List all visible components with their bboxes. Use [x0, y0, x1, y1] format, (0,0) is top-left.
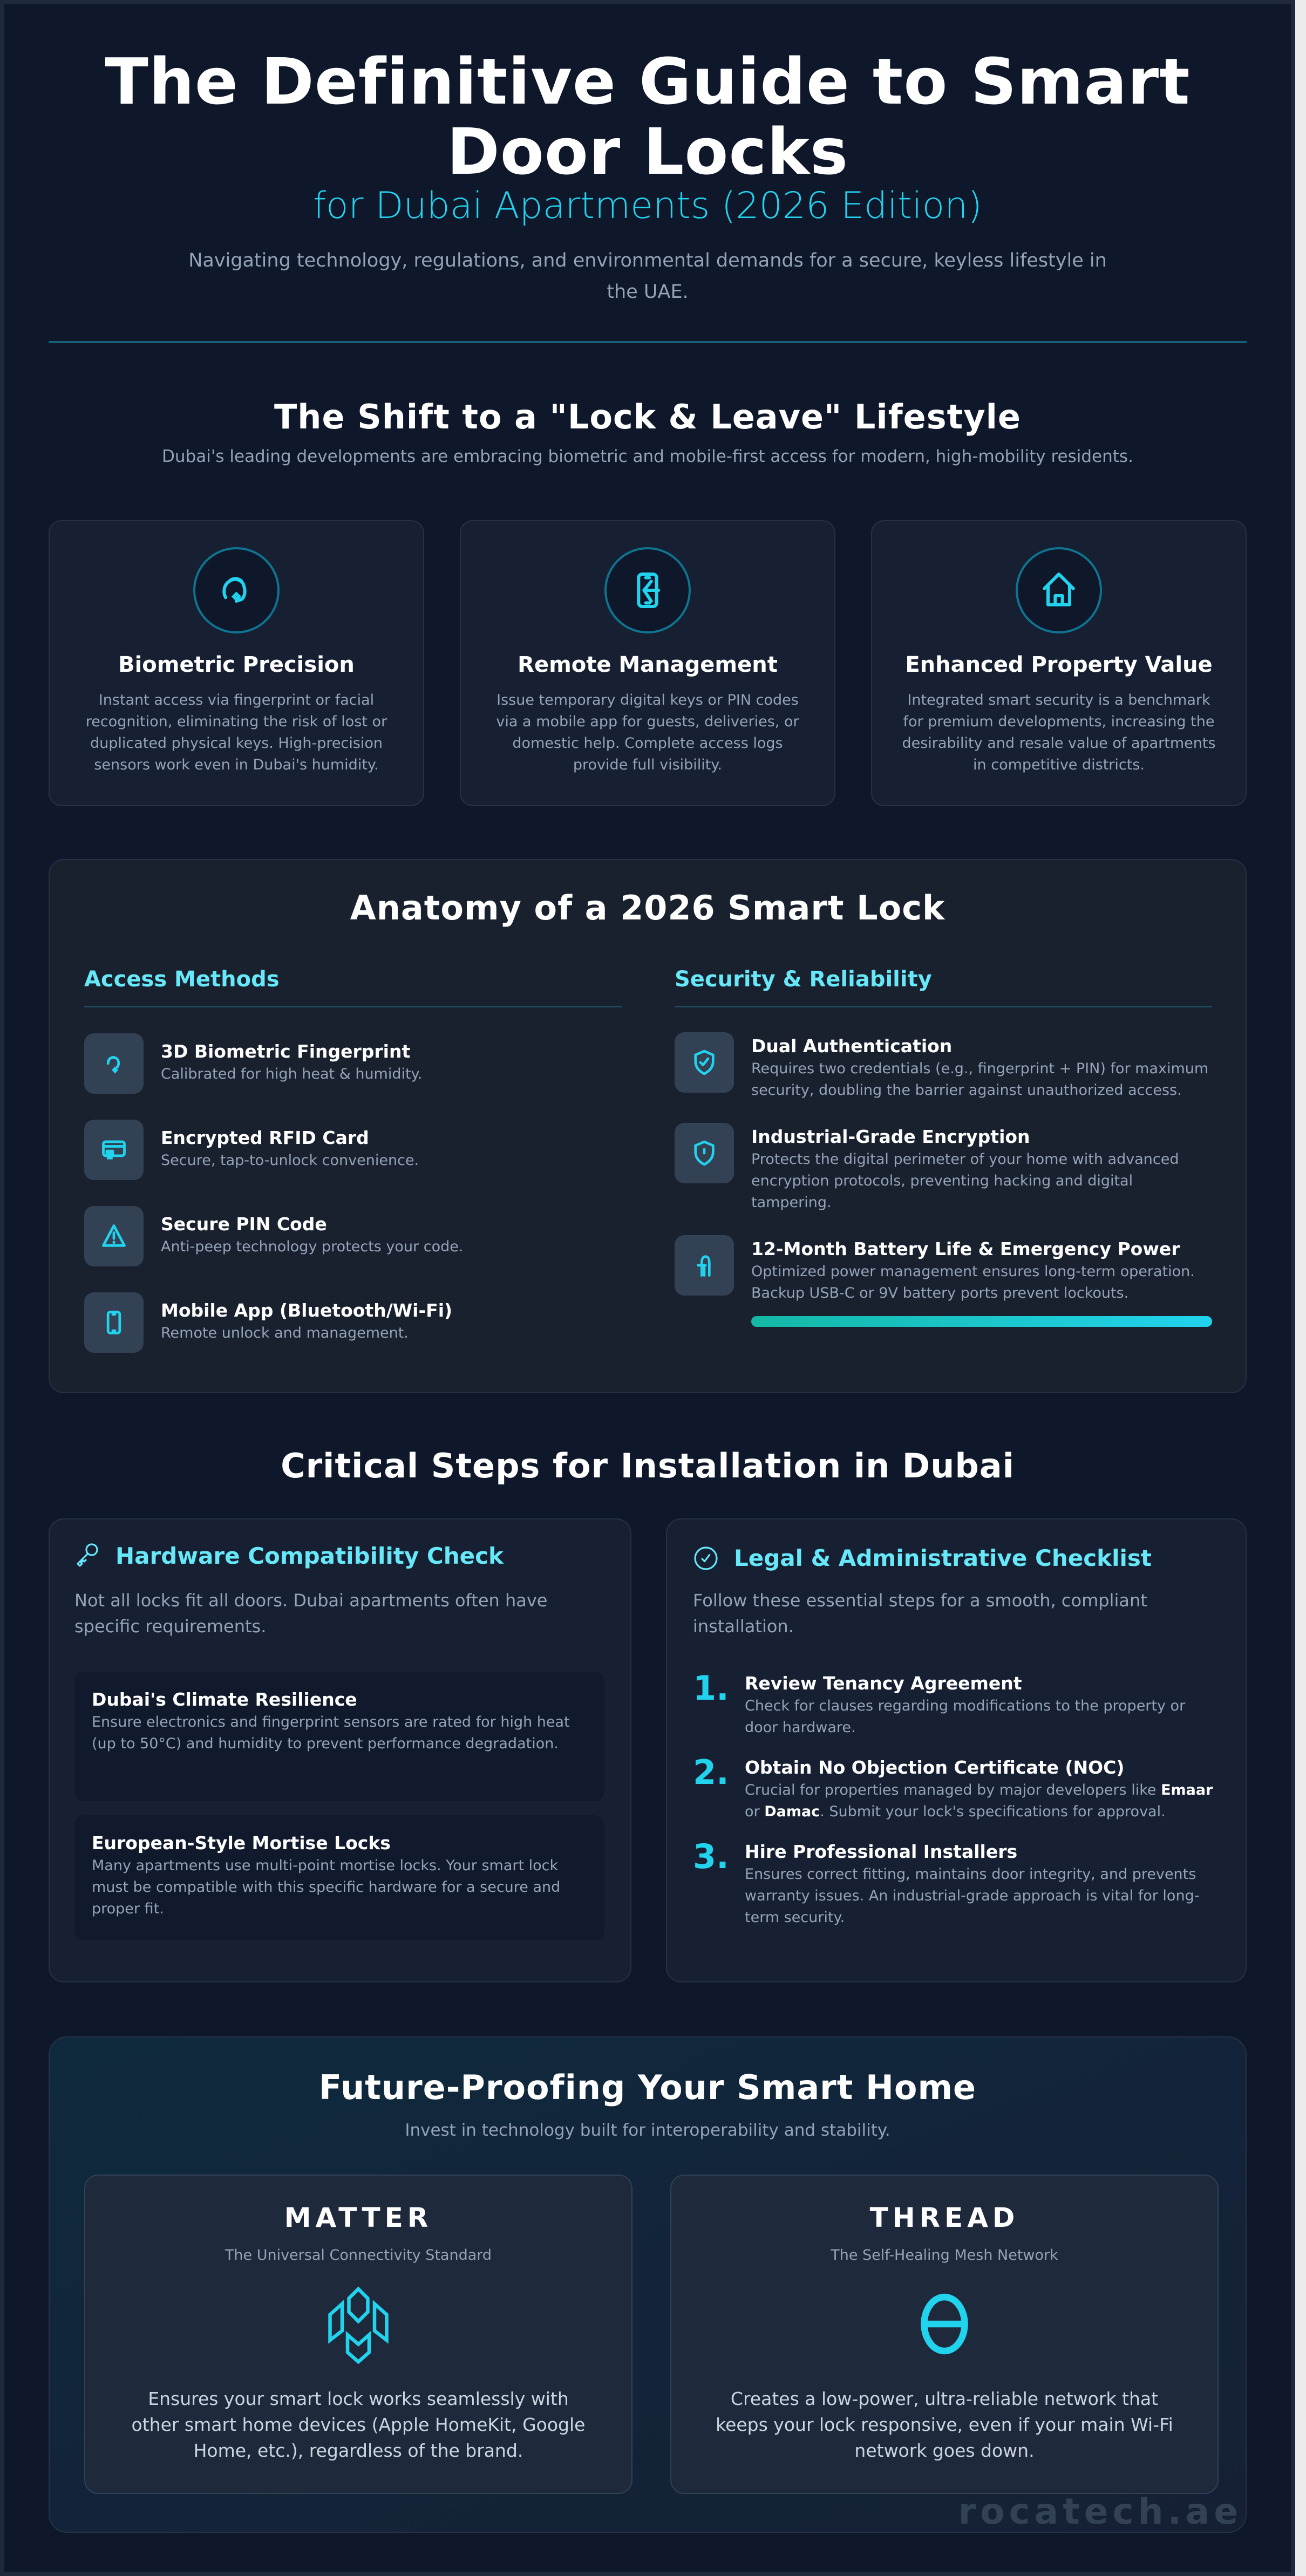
fingerprint-icon — [84, 1033, 144, 1094]
brand-emaar: Emaar — [1161, 1782, 1213, 1798]
security-item-encryption — [675, 1123, 1212, 1214]
security-item-text: Protects the digital perimeter of your home with advanced encryption protocols, preventing hacking and digital tampering. — [751, 1151, 1179, 1211]
battery-progress-bar — [751, 1316, 1212, 1327]
check-circle-icon — [693, 1545, 719, 1571]
matter-logo-icon — [326, 2284, 391, 2367]
thread-logo-icon — [912, 2289, 977, 2361]
access-item-fingerprint — [84, 1033, 622, 1094]
step-number: 1. — [693, 1668, 729, 1708]
legal-step-1 — [693, 1668, 1222, 1739]
tech-card-title: THREAD — [869, 2202, 1019, 2233]
smartphone-icon — [84, 1292, 144, 1353]
security-heading: Security & Reliability — [675, 967, 932, 992]
step-text: Check for clauses regarding modifications to the property or door hardware. — [745, 1698, 1186, 1736]
alert-triangle-icon — [84, 1206, 144, 1266]
security-item-dual-auth — [675, 1032, 1212, 1101]
hardware-intro: Not all locks fit all doors. Dubai apartments often have specific requirements. — [74, 1590, 548, 1637]
feature-card-text: Instant access via fingerprint or facial recognition, eliminating the risk of lost or duplicated physical keys. High-precision sensors work even in Dubai's humidity. — [85, 692, 387, 773]
legal-intro: Follow these essential steps for a smooth, compliant installation. — [693, 1590, 1147, 1637]
hardware-item-climate — [74, 1672, 604, 1801]
tech-card-text: Creates a low-power, ultra-reliable network that keeps your lock responsive, even if your main Wi-Fi network goes down. — [716, 2388, 1173, 2461]
security-item-text: Optimized power management ensures long-term operation. Backup USB-C or 9V battery ports prevent lockouts. — [751, 1263, 1195, 1301]
step-text-before: Crucial for properties managed by major developers like — [745, 1782, 1161, 1798]
credit-card-icon — [84, 1120, 144, 1180]
security-item-title: Dual Authentication — [751, 1035, 953, 1057]
feature-card-title: Enhanced Property Value — [905, 652, 1213, 677]
shield-alert-icon — [675, 1123, 734, 1183]
legal-heading — [693, 1543, 1152, 1573]
page-title-line-1: The Definitive Guide to Smart — [105, 44, 1191, 119]
access-item-text: Anti-peep technology protects your code. — [161, 1238, 464, 1255]
step-number: 2. — [693, 1753, 729, 1792]
page-subtitle: for Dubai Apartments (2026 Edition) — [313, 185, 982, 227]
step-title: Review Tenancy Agreement — [745, 1673, 1022, 1694]
feature-card-property-value — [871, 520, 1247, 806]
watermark: rocatech.ae — [958, 2491, 1242, 2532]
home-icon — [1016, 547, 1102, 633]
hardware-item-title: Dubai's Climate Resilience — [92, 1689, 357, 1710]
anatomy-panel — [49, 859, 1247, 1393]
access-item-title: Encrypted RFID Card — [161, 1127, 369, 1148]
security-item-text: Requires two credentials (e.g., fingerprint + PIN) for maximum security, doubling the barrier against unauthorized access. — [751, 1060, 1209, 1099]
step-number: 3. — [693, 1837, 729, 1876]
access-item-text: Remote unlock and management. — [161, 1325, 409, 1341]
hardware-item-title: European-Style Mortise Locks — [92, 1832, 391, 1853]
hardware-item-text: Many apartments use multi-point mortise locks. Your smart lock must be compatible with this specific hardware for a secure and proper fit. — [92, 1857, 561, 1917]
step-title: Obtain No Objection Certificate (NOC) — [745, 1757, 1125, 1778]
tech-card-subtitle: The Self-Healing Mesh Network — [831, 2247, 1058, 2264]
anatomy-heading: Anatomy of a 2026 Smart Lock — [350, 888, 946, 928]
feature-card-title: Biometric Precision — [118, 652, 355, 677]
installation-heading: Critical Steps for Installation in Dubai — [281, 1446, 1015, 1485]
legal-steps — [693, 1668, 1222, 1928]
hardware-item-text: Ensure electronics and fingerprint sensors are rated for high heat (up to 50°C) and humidity to prevent performance degradation. — [92, 1714, 570, 1752]
key-icon — [74, 1542, 100, 1570]
lifestyle-heading: The Shift to a "Lock & Leave" Lifestyle — [274, 397, 1021, 437]
description-line-2: the UAE. — [607, 281, 689, 303]
step-text-mid: or — [745, 1803, 765, 1820]
access-methods-column — [84, 966, 622, 1353]
hardware-heading — [74, 1541, 504, 1571]
lifestyle-subheading: Dubai's leading developments are embracing biometric and mobile-first access for modern, high-mobility residents. — [162, 447, 1133, 466]
access-item-title: Secure PIN Code — [161, 1214, 327, 1235]
feature-card-biometric — [49, 520, 424, 806]
page-title-line-2: Door Locks — [446, 114, 849, 189]
step-title: Hire Professional Installers — [745, 1841, 1018, 1862]
future-heading: Future-Proofing Your Smart Home — [318, 2068, 977, 2107]
tech-card-subtitle: The Universal Connectivity Standard — [225, 2247, 492, 2264]
legal-step-3 — [693, 1837, 1222, 1928]
smartphone-icon — [604, 547, 691, 633]
hardware-heading-text: Hardware Compatibility Check — [115, 1543, 504, 1569]
security-item-title: 12-Month Battery Life & Emergency Power — [751, 1238, 1180, 1259]
tech-card-matter — [84, 2175, 632, 2494]
security-item-title: Industrial-Grade Encryption — [751, 1126, 1030, 1147]
step-text: Ensures correct fitting, maintains door integrity, and prevents warranty issues. An industrial-grade approach is vital for long-term security. — [745, 1866, 1200, 1926]
legal-step-2 — [693, 1753, 1222, 1823]
power-plug-icon — [675, 1235, 734, 1296]
future-subheading: Invest in technology built for interoperability and stability. — [405, 2121, 890, 2140]
feature-card-remote — [460, 520, 835, 806]
access-item-title: 3D Biometric Fingerprint — [161, 1041, 411, 1062]
feature-card-title: Remote Management — [518, 652, 778, 677]
access-item-pin — [84, 1206, 622, 1266]
access-item-mobile-app — [84, 1292, 622, 1353]
header-divider — [49, 341, 1247, 343]
step-text — [745, 1780, 1222, 1823]
hardware-compatibility-card — [49, 1518, 631, 1982]
feature-card-text: Issue temporary digital keys or PIN codes via a mobile app for guests, deliveries, or domestic help. Complete access logs provide full visibility. — [496, 692, 799, 773]
access-item-rfid — [84, 1120, 622, 1180]
description-line-1: Navigating technology, regulations, and environmental demands for a secure, keyless lifestyle in — [188, 250, 1107, 271]
tech-card-thread — [670, 2175, 1219, 2494]
legal-checklist-card — [666, 1518, 1247, 1982]
fingerprint-icon — [193, 547, 280, 633]
tech-card-title: MATTER — [284, 2202, 433, 2233]
security-item-battery — [675, 1235, 1212, 1327]
access-item-title: Mobile App (Bluetooth/Wi-Fi) — [161, 1300, 453, 1321]
security-rule — [675, 1006, 1212, 1007]
future-proofing-panel — [49, 2036, 1247, 2533]
tech-card-text: Ensures your smart lock works seamlessly with other smart home devices (Apple HomeKit, Google Home, etc.), regardless of the brand. — [131, 2388, 586, 2461]
access-methods-heading: Access Methods — [84, 967, 280, 992]
step-text-after: . Submit your lock's specifications for approval. — [820, 1803, 1166, 1820]
legal-heading-text: Legal & Administrative Checklist — [734, 1545, 1152, 1571]
access-item-text: Secure, tap-to-unlock convenience. — [161, 1152, 419, 1169]
feature-card-text: Integrated smart security is a benchmark for premium developments, increasing the desirability and resale value of apartments in competitive districts. — [902, 692, 1216, 773]
access-methods-rule — [84, 1006, 622, 1007]
access-item-text: Calibrated for high heat & humidity. — [161, 1066, 423, 1082]
page-title — [4, 44, 1291, 189]
page-description — [166, 245, 1129, 308]
hardware-item-mortise — [74, 1815, 604, 1940]
shield-check-icon — [675, 1032, 734, 1093]
brand-damac: Damac — [764, 1803, 820, 1820]
security-column — [675, 966, 1212, 1327]
